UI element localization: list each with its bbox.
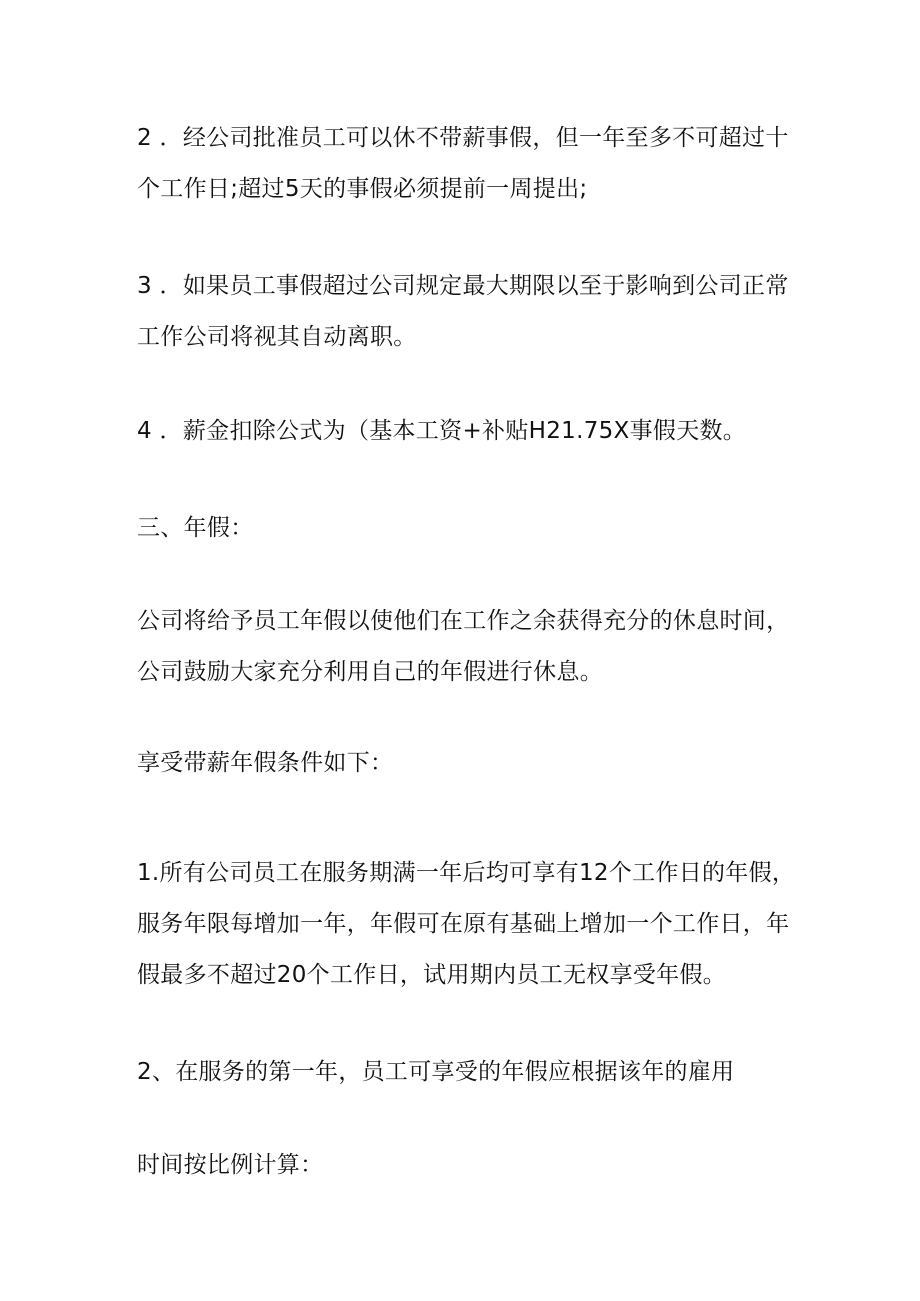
paragraph-line: 4 ．薪金扣除公式为（基本工资+补贴H21.75X事假天数。	[137, 418, 747, 444]
paragraph-line: 1.所有公司员工在服务期满一年后均可享有12个工作日的年假，	[137, 860, 796, 886]
paragraph-line: 2 ．经公司批准员工可以休不带薪事假，但一年至多不可超过十	[137, 125, 789, 151]
paragraph-line: 2、在服务的第一年，员工可享受的年假应根据该年的雇用	[137, 1059, 735, 1085]
paragraph-line: 享受带薪年假条件如下：	[137, 750, 394, 776]
paragraph-line: 工作公司将视其自动离职。	[137, 324, 417, 350]
paragraph-line: 公司将给予员工年假以使他们在工作之余获得充分的休息时间，	[137, 608, 790, 634]
paragraph-line: 公司鼓励大家充分利用自己的年假进行休息。	[137, 659, 603, 685]
paragraph-line: 3 ．如果员工事假超过公司规定最大期限以至于影响到公司正常	[137, 273, 789, 299]
paragraph-line: 服务年限每增加一年，年假可在原有基础上增加一个工作日，年	[137, 911, 790, 937]
paragraph-line: 假最多不超过20个工作日，试用期内员工无权享受年假。	[137, 962, 727, 988]
paragraph-line: 时间按比例计算：	[137, 1152, 324, 1178]
section-heading: 三、年假：	[137, 515, 254, 541]
paragraph-line: 个工作日;超过5天的事假必须提前一周提出;	[137, 176, 588, 202]
